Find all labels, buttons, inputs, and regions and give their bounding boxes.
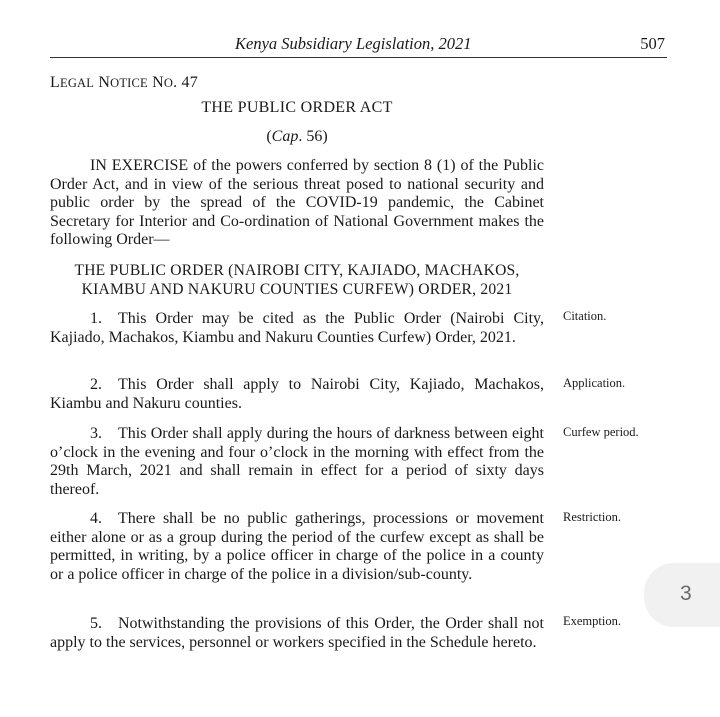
section-1-margin-note: Citation. [563, 309, 607, 323]
act-title: THE PUBLIC ORDER ACT [201, 99, 393, 116]
notice-small-3: O [163, 76, 174, 90]
running-title: Kenya Subsidiary Legislation, 2021 [235, 34, 472, 53]
chapter-open: ( [266, 128, 272, 145]
chapter-rest: . 56) [298, 128, 328, 145]
page-counter-tab[interactable] [644, 563, 720, 627]
notice-cap-3: N [147, 74, 164, 91]
notice-small-1: EGAL [59, 76, 95, 90]
section-4-text: 4. There shall be no public gatherings, processions or movement either alone or as a group during the period of the curfew except as shall be permitted, in writing, by a police officer in charge of the police in a county or a police officer in charge of the police in a division/sub-county. [50, 510, 544, 583]
section-2-text: 2. This Order shall apply to Nairobi City, Kajiado, Machakos, Kiambu and Nakuru counties. [50, 376, 544, 412]
section-3-text: 3. This Order shall apply during the hours of darkness between eight o’clock in the evening and four o’clock in the morning with effect from the 29th March, 2021 and shall remain in effect for a period of sixty days thereof. [50, 425, 544, 498]
section-4-margin-note: Restriction. [563, 510, 621, 524]
running-header [50, 33, 667, 58]
chapter-reference [50, 128, 544, 146]
page-counter-label: 3 [680, 582, 692, 605]
notice-number: . 47 [173, 74, 198, 91]
notice-small-2: OTICE [110, 76, 148, 90]
chapter-cap: Cap [271, 128, 299, 145]
section-1-text: 1. This Order may be cited as the Public Order (Nairobi City, Kajiado, Machakos, Kiambu and Nakuru Counties Curfew) Order, 2021. [50, 310, 544, 346]
legal-notice-number [50, 74, 198, 92]
section-2-margin-note: Application. [563, 376, 626, 390]
notice-cap-1: L [50, 74, 60, 91]
section-3-margin-note: Curfew period. [563, 425, 639, 439]
notice-cap-2: N [94, 74, 111, 91]
preamble-paragraph: IN EXERCISE of the powers conferred by section 8 (1) of the Public Order Act, and in view of the serious threat posed to national security and public order by the spread of the COVID-19 pandemic, the Cabinet Secretary for Interior and Co-ordination of National Government makes the following Order— [50, 157, 544, 249]
section-5-margin-note: Exemption. [563, 614, 621, 628]
page-number: 507 [640, 34, 665, 53]
order-title: THE PUBLIC ORDER (NAIROBI CITY, KAJIADO, MACHAKOS, KIAMBU AND NAKURU COUNTIES CURFEW) ORDER, 2021 [74, 262, 520, 298]
section-5-text: 5. Notwithstanding the provisions of this Order, the Order shall not apply to the services, personnel or workers specified in the Schedule hereto. [50, 615, 544, 651]
